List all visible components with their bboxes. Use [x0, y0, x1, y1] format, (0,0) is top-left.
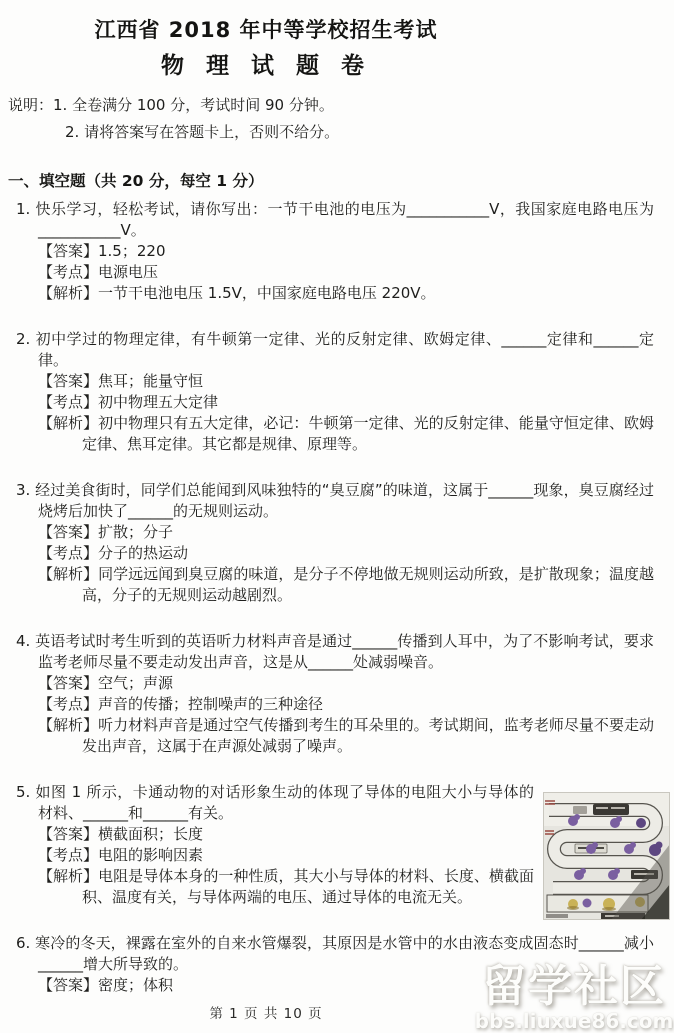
question-5-point: 【考点】电阻的影响因素 — [38, 846, 204, 864]
header — [8, 16, 524, 82]
question-2-analysis: 【解析】初中物理只有五大定律，必记：牛顿第一定律、光的反射定律、能量守恒定律、欧姆定律、焦耳定律。其它都是规律、原理等。 — [38, 414, 654, 453]
question-1-point: 【考点】电源电压 — [38, 263, 159, 281]
question-3-point: 【考点】分子的热运动 — [38, 544, 189, 562]
exam-note-1: 说明：1. 全卷满分 100 分，考试时间 90 分钟。 — [8, 96, 334, 114]
question-3-answer: 【答案】扩散；分子 — [38, 523, 174, 541]
question-list — [8, 199, 654, 996]
question-3-analysis: 【解析】同学远远闻到臭豆腐的味道，是分子不停地做无规则运动所致，是扩散现象；温度越高，分子的无规则运动越剧烈。 — [38, 565, 654, 604]
question-2-answer: 【答案】焦耳；能量守恒 — [38, 372, 204, 390]
question-6-answer: 【答案】密度；体积 — [38, 976, 174, 994]
figure-1-image — [543, 792, 670, 920]
question-4 — [8, 631, 654, 757]
question-2-point: 【考点】初中物理五大定律 — [38, 393, 219, 411]
watermark-site-url: bbs.liuxue86.com — [474, 1009, 674, 1033]
question-4-analysis: 【解析】听力材料声音是通过空气传播到考生的耳朵里的。考试期间，监考老师尽量不要走动发出声音，这属于在声源处减弱了噪声。 — [38, 716, 654, 755]
question-1 — [8, 199, 654, 304]
question-3-stem: 3. 经过美食街时，同学们总能闻到风味独特的“臭豆腐”的味道，这属于______现象，臭豆腐经过烧烤后加快了______的无规则运动。 — [16, 481, 654, 520]
question-5-analysis: 【解析】电阻是导体本身的一种性质，其大小与导体的材料、长度、横截面积、温度有关，与导体两端的电压、通过导体的电流无关。 — [38, 867, 534, 906]
question-5-answer: 【答案】横截面积；长度 — [38, 825, 204, 843]
question-5 — [8, 782, 654, 908]
question-4-point: 【考点】声音的传播；控制噪声的三种途径 — [38, 695, 324, 713]
question-4-answer: 【答案】空气；声源 — [38, 674, 174, 692]
question-1-answer: 【答案】1.5；220 — [38, 242, 166, 260]
question-5-stem: 5. 如图 1 所示，卡通动物的对话形象生动的体现了导体的电阻大小与导体的材料、______和______有关。 — [16, 783, 534, 822]
exam-notes — [8, 92, 654, 146]
page-footer: 第 1 页 共 10 页 — [209, 1006, 323, 1022]
question-3 — [8, 480, 654, 606]
page-subtitle: 物 理 试 题 卷 — [160, 53, 372, 79]
page-title: 江西省 2018 年中等学校招生考试 — [94, 18, 438, 42]
question-2 — [8, 329, 654, 455]
question-1-analysis: 【解析】一节干电池电压 1.5V，中国家庭电路电压 220V。 — [38, 284, 436, 302]
question-6 — [8, 933, 654, 996]
section-heading: 一、填空题（共 20 分，每空 1 分） — [8, 172, 264, 190]
question-1-stem: 1. 快乐学习，轻松考试，请你写出：一节干电池的电压为___________V，我国家庭电路电压为___________V。 — [16, 200, 654, 239]
exam-note-2: 2. 请将答案写在答题卡上，否则不给分。 — [65, 123, 340, 141]
watermark-site-name: 留学社区 — [482, 961, 666, 1012]
question-4-stem: 4. 英语考试时考生听到的英语听力材料声音是通过______传播到人耳中，为了不影响考试，要求监考老师尽量不要走动发出声音，这是从______处减弱噪音。 — [16, 632, 654, 671]
question-2-stem: 2. 初中学过的物理定律，有牛顿第一定律、光的反射定律、欧姆定律、______定律和______定律。 — [16, 330, 654, 369]
question-6-stem: 6. 寒冷的冬天，裸露在室外的自来水管爆裂，其原因是水管中的水由液态变成固态时______减小______增大所导致的。 — [16, 934, 654, 973]
